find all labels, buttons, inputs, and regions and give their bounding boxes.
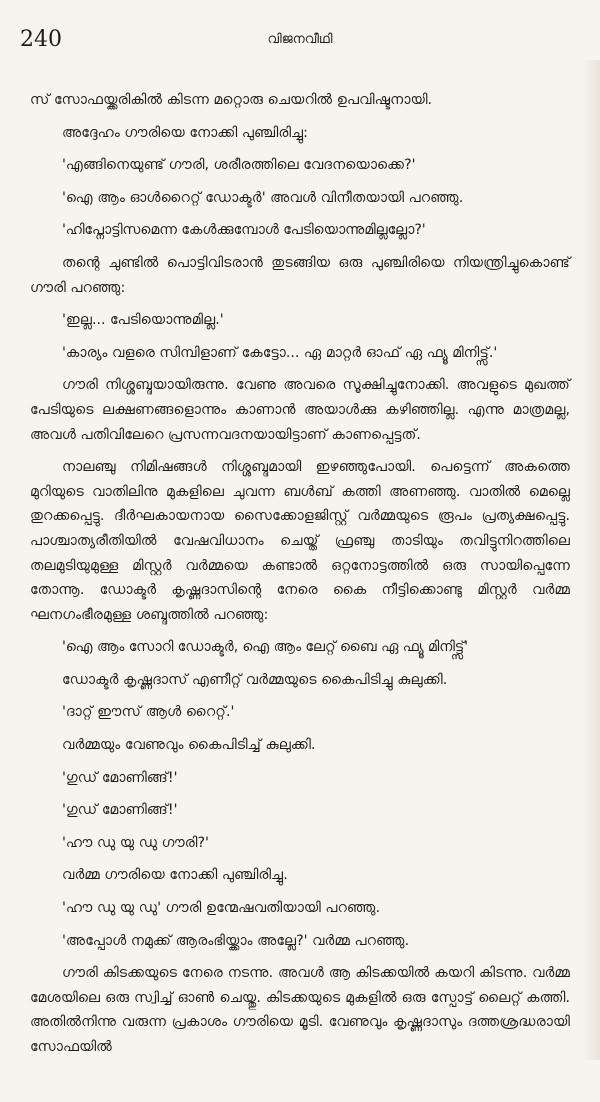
paragraph: 'ഹൗ ഡു യു ഡു ഗൗരി?'	[62, 834, 209, 851]
paragraph: 'ഗുഡ് മോണിങ്ങ്!'	[62, 769, 178, 786]
paragraph: 'ദാറ്റ് ഈസ് ആൾ റൈറ്റ്.'	[62, 704, 235, 721]
paragraph: 'ഹിപ്നോട്ടിസമെന്ന കേൾക്കുമ്പോൾ പേടിയൊന്നുമില്ലല്ലോ?'	[62, 222, 426, 239]
page-body	[30, 88, 570, 1094]
paragraph: അദ്ദേഹം ഗൗരിയെ നോക്കി പുഞ്ചിരിച്ചു:	[62, 124, 308, 141]
paragraph: 'കാര്യം വളരെ സിമ്പിളാണ് കേട്ടോ... ഏ മാറ്റർ ഓഫ് ഏ ഫ്യൂ മിനിട്ട്സ്.'	[62, 344, 498, 361]
page-header	[14, 26, 586, 56]
paragraph: 'ഹൗ ഡു യു ഡു' ഗൗരി ഉന്മേഷവതിയായി പറഞ്ഞു.	[62, 900, 381, 917]
paragraph: 'ഗുഡ് മോണിങ്ങ്!'	[62, 802, 178, 819]
paragraph: ഗൗരി കിടക്കയുടെ നേരെ നടന്നു. അവൾ ആ കിടക്കയിൽ കയറി കിടന്നു. വർമ്മ മേശയിലെ ഒരു സ്വിച്ച് ഓൺ ചെയ്തു. കിടക്കയുടെ മുകളിൽ ഒരു സ്പോട്ട് ലൈറ്റ് കത്തി. അതിൽനിന്നു വരുന്ന പ്രകാശം ഗൗരിയെ മൂടി. വേണുവും കൃഷ്ണദാസും ദത്തശ്രദ്ധരായി സോഫയിൽ	[30, 965, 570, 1055]
paragraph: 'എങ്ങിനെയുണ്ട് ഗൗരി, ശരീരത്തിലെ വേദനയൊക്കെ?'	[62, 157, 416, 174]
page-number: 240	[20, 27, 62, 52]
paragraph: 'അപ്പോൾ നമുക്ക് ആരംഭിയ്ക്കാം അല്ലേ?' വർമ്മ പറഞ്ഞു.	[62, 932, 410, 949]
paragraph: സ് സോഫയ്ക്കരികിൽ കിടന്ന മറ്റൊരു ചെയറിൽ ഉപവിഷ്ടനായി.	[30, 92, 433, 108]
paragraph: വർമ്മ ഗൗരിയെ നോക്കി പുഞ്ചിരിച്ചു.	[62, 867, 288, 884]
paragraph: 'ഇല്ല... പേടിയൊന്നുമില്ല.'	[62, 312, 224, 329]
paragraph: തന്റെ ചുണ്ടിൽ പൊട്ടിവിടരാൻ തുടങ്ങിയ ഒരു പുഞ്ചിരിയെ നിയന്ത്രിച്ചുകൊണ്ട് ഗൗരി പറഞ്ഞു:	[30, 254, 570, 296]
paragraph: ഡോക്ടർ കൃഷ്ണദാസ് എണീറ്റ് വർമ്മയുടെ കൈപിടിച്ചു കുലുക്കി.	[62, 671, 448, 688]
paragraph: 'ഐ ആം സോറി ഡോക്ടർ, ഐ ആം ലേറ്റ് ബൈ ഏ ഫ്യൂ മിനിട്ട്സ്'	[62, 639, 468, 656]
paragraph: നാലഞ്ചു നിമിഷങ്ങൾ നിശ്ശബ്ദമായി ഇഴഞ്ഞുപോയി. പെട്ടെന്ന് അകത്തെ മുറിയുടെ വാതിലിനു മുകളിലെ ചുവന്ന ബൾബ് കത്തി അണഞ്ഞു. വാതിൽ മെല്ലെ തുറക്കപ്പെട്ടു. ദീർഘകായനായ സൈക്കോളജിസ്റ്റ് വർമ്മയുടെ രൂപം പ്രത്യക്ഷപ്പെട്ടു. പാശ്ചാത്യരീതിയിൽ വേഷവിധാനം ചെയ്ത് ഫ്രഞ്ചു താടിയും തവിട്ടുനിറത്തിലെ തലമുടിയുമുള്ള മിസ്റ്റർ വർമ്മയെ കണ്ടാൽ ഒറ്റനോട്ടത്തിൽ ഒരു സായിപ്പെന്നേ തോന്നൂ. ഡോക്ടർ കൃഷ്ണദാസിന്റെ നേരെ കൈ നീട്ടിക്കൊണ്ടു മിസ്റ്റർ വർമ്മ ഘനഗംഭീരമുള്ള ശബ്ദത്തിൽ പറഞ്ഞു:	[30, 459, 570, 623]
paragraph: വർമ്മയും വേണുവും കൈപിടിച്ച് കുലുക്കി.	[62, 737, 316, 754]
page-edge-shadow	[582, 60, 600, 1060]
running-title: വിജനവീഥി	[267, 32, 333, 47]
paragraph: 'ഐ ആം ഓൾറൈറ്റ് ഡോക്ടർ' അവൾ വിനീതയായി പറഞ്ഞു.	[62, 189, 464, 206]
paragraph: ഗൗരി നിശ്ശബ്ദയായിരുന്നു. വേണു അവരെ സൂക്ഷിച്ചുനോക്കി. അവളുടെ മുഖത്ത് പേടിയുടെ ലക്ഷണങ്ങളൊന്നും കാണാൻ അയാൾക്കു കഴിഞ്ഞില്ല. എന്നു മാത്രമല്ല, അവൾ പതിവിലേറെ പ്രസന്നവദനയായിട്ടാണ് കാണപ്പെട്ടത്.	[30, 377, 570, 443]
